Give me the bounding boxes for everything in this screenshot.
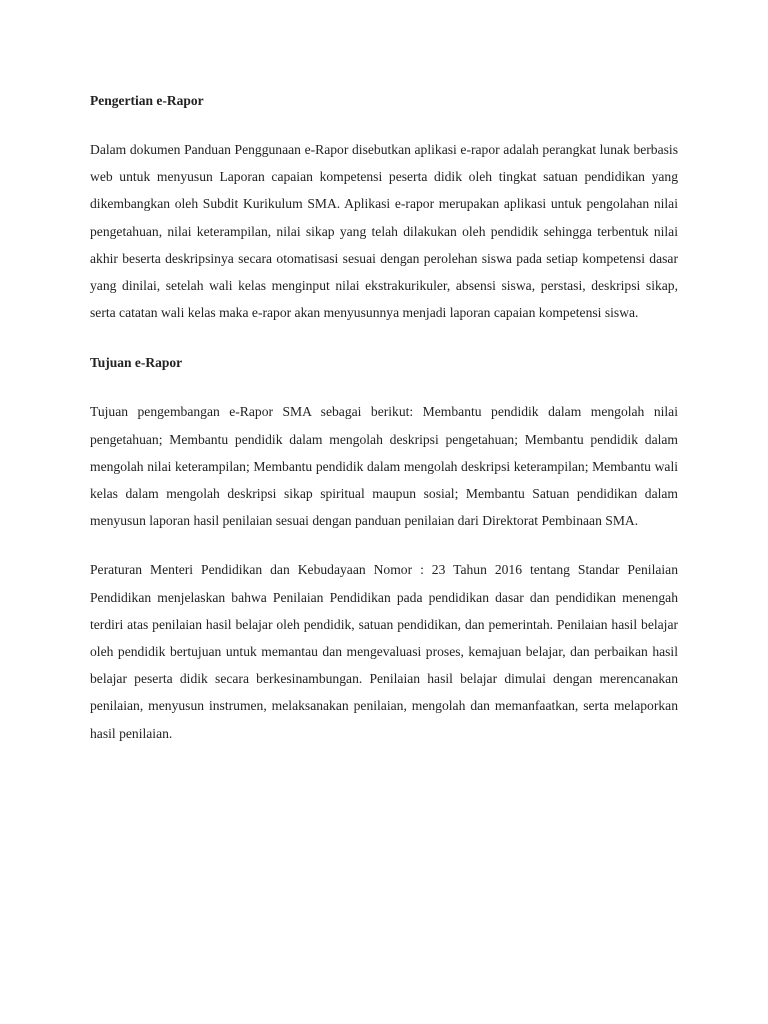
section-heading-pengertian: Pengertian e-Rapor bbox=[90, 93, 204, 108]
paragraph-pengertian: Dalam dokumen Panduan Penggunaan e-Rapor disebutkan aplikasi e-rapor adalah perangkat lunak berbasis web untuk menyusun Laporan capaian kompetensi peserta didik oleh tingkat satuan pendidikan yang dikembangkan oleh Subdit Kurikulum SMA. Aplikasi e-rapor merupakan aplikasi untuk pengolahan nilai pengetahuan, nilai keterampilan, nilai sikap yang telah dilakukan oleh pendidik sehingga terbentuk nilai akhir beserta deskripsinya secara otomatisasi sesuai dengan perolehan siswa pada setiap kompetensi dasar yang dinilai, setelah wali kelas menginput nilai ekstrakurikuler, absensi siswa, perstasi, deskripsi sikap, serta catatan wali kelas maka e-rapor akan menyusunnya menjadi laporan capaian kompetensi siswa. bbox=[90, 142, 678, 321]
paragraph-peraturan: Peraturan Menteri Pendidikan dan Kebudayaan Nomor : 23 Tahun 2016 tentang Standar Penilaian Pendidikan menjelaskan bahwa Penilaian Pendidikan pada pendidikan dasar dan pendidikan menengah terdiri atas penilaian hasil belajar oleh pendidik, satuan pendidikan, dan pemerintah. Penilaian hasil belajar oleh pendidik bertujuan untuk memantau dan mengevaluasi proses, kemajuan belajar, dan perbaikan hasil belajar peserta didik secara berkesinambungan. Penilaian hasil belajar dimulai dengan merencanakan penilaian, menyusun instrumen, melaksanakan penilaian, mengolah dan memanfaatkan, serta melaporkan hasil penilaian. bbox=[90, 562, 678, 741]
section-heading-tujuan: Tujuan e-Rapor bbox=[90, 355, 183, 371]
paragraph-tujuan: Tujuan pengembangan e-Rapor SMA sebagai berikut: Membantu pendidik dalam mengolah nilai pengetahuan; Membantu pendidik dalam mengolah deskripsi pengetahuan; Membantu pendidik dalam mengolah nilai keterampilan; Membantu pendidik dalam mengolah deskripsi keterampilan; Membantu wali kelas dalam mengolah deskripsi sikap spiritual maupun sosial; Membantu Satuan pendidikan dalam menyusun laporan hasil penilaian sesuai dengan panduan penilaian dari Direktorat Pembinaan SMA. bbox=[90, 404, 678, 529]
document-page bbox=[90, 86, 678, 769]
